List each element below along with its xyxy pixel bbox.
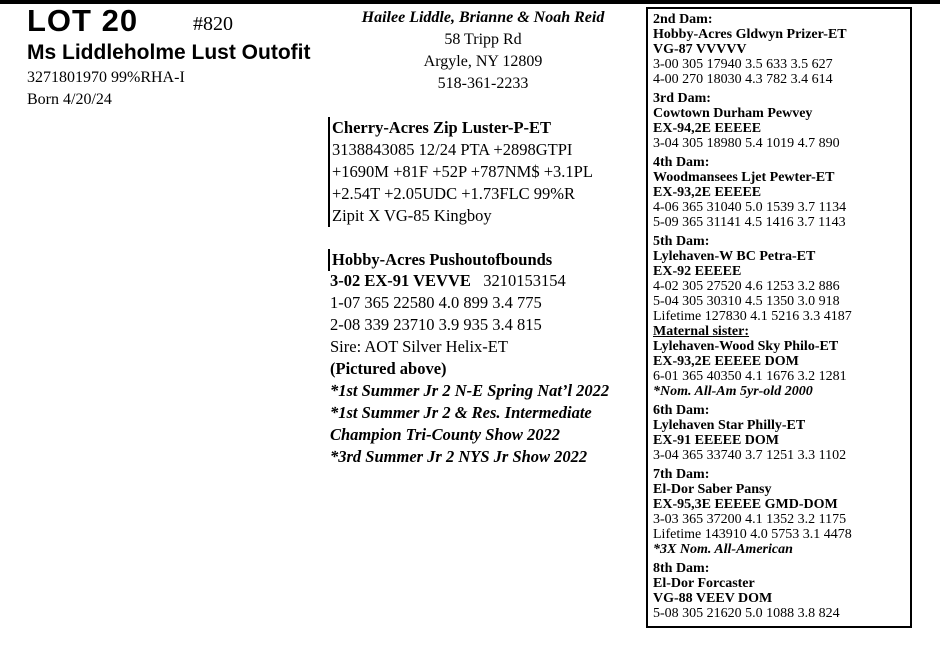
top-rule (0, 0, 940, 4)
ancestor-record: 3-00 305 17940 3.5 633 3.5 627 (653, 57, 833, 72)
ancestor-name: Lylehaven Star Philly-ET (653, 418, 806, 433)
generation-label: 8th Dam: (653, 561, 710, 576)
maternal-sister-name: Lylehaven-Wood Sky Philo-ET (653, 339, 839, 354)
pictured-note: (Pictured above) (330, 359, 447, 378)
generation-label: 6th Dam: (653, 403, 710, 418)
pedigree-entry (653, 467, 910, 557)
ancestor-record: 3-04 365 33740 3.7 1251 3.3 1102 (653, 448, 847, 463)
ancestor-record: 5-09 365 31141 4.5 1416 3.7 1143 (653, 215, 846, 230)
registration-line: 3271801970 99%RHA-I (27, 69, 185, 86)
award: *3rd Summer Jr 2 NYS Jr Show 2022 (330, 447, 588, 466)
pedigree-entry (653, 155, 910, 230)
ancestor-name: Lylehaven-W BC Petra-ET (653, 249, 816, 264)
ancestor-name: El-Dor Forcaster (653, 576, 755, 591)
pedigree-entry (653, 91, 910, 151)
ancestor-record: 4-02 305 27520 4.6 1253 3.2 886 (653, 279, 840, 294)
ancestor-name: Cowtown Durham Pewvey (653, 106, 813, 121)
sire-line: +1690M +81F +52P +787NM$ +3.1PL (332, 162, 593, 181)
ancestor-record: 4-00 270 18030 4.3 782 3.4 614 (653, 72, 833, 87)
lot-number: #820 (193, 13, 233, 35)
ancestor-record: Lifetime 127830 4.1 5216 3.3 4187 (653, 309, 852, 324)
dam-record: 1-07 365 22580 4.0 899 3.4 775 (330, 293, 542, 312)
owner-city: Argyle, NY 12809 (423, 53, 543, 70)
generation-label: 7th Dam: (653, 467, 710, 482)
ancestor-score: VG-87 VVVVV (653, 42, 747, 57)
ancestor-score: EX-95,3E EEEEE GMD-DOM (653, 497, 838, 512)
owner-block (338, 7, 628, 95)
award: Champion Tri-County Show 2022 (330, 425, 560, 444)
ancestor-name: Woodmansees Ljet Pewter-ET (653, 170, 835, 185)
ancestor-record: 5-08 305 21620 5.0 1088 3.8 824 (653, 606, 840, 621)
maternal-sister-record: 6-01 365 40350 4.1 1676 3.2 1281 (653, 369, 847, 384)
dam-classification: 3-02 EX-91 VEVVE (330, 271, 471, 290)
pedigree-entry (653, 561, 910, 621)
ancestor-score: VG-88 VEEV DOM (653, 591, 773, 606)
sire-line: +2.54T +2.05UDC +1.73FLC 99%R (332, 184, 576, 203)
award: *1st Summer Jr 2 N-E Spring Nat’l 2022 (330, 381, 610, 400)
dam-records-block (330, 270, 609, 468)
ancestor-note: *3X Nom. All-American (653, 542, 793, 557)
dam-name: Hobby-Acres Pushoutofbounds (332, 250, 553, 269)
generation-label: 2nd Dam: (653, 12, 713, 27)
ancestor-record: 4-06 365 31040 5.0 1539 3.7 1134 (653, 200, 847, 215)
ancestor-score: EX-93,2E EEEEE (653, 185, 762, 200)
dam-registration: 3210153154 (483, 271, 566, 290)
sire-line: Zipit X VG-85 Kingboy (332, 206, 492, 225)
ancestor-record: 3-04 305 18980 5.4 1019 4.7 890 (653, 136, 840, 151)
pedigree-entry (653, 12, 910, 87)
ancestor-score: EX-94,2E EEEEE (653, 121, 762, 136)
ancestor-score: EX-92 EEEEE (653, 264, 742, 279)
animal-name: Ms Liddleholme Lust Outofit (27, 41, 311, 64)
maternal-sister-label: Maternal sister: (653, 324, 750, 339)
pedigree-entry (653, 234, 910, 399)
maternal-sister-note: *Nom. All-Am 5yr-old 2000 (653, 384, 813, 399)
ancestor-name: El-Dor Saber Pansy (653, 482, 772, 497)
dam-classification-row (330, 270, 609, 292)
generation-label: 4th Dam: (653, 155, 710, 170)
ancestor-score: EX-91 EEEEE DOM (653, 433, 780, 448)
owner-phone: 518-361-2233 (437, 75, 529, 92)
birth-date: Born 4/20/24 (27, 91, 112, 108)
sire-line: 3138843085 12/24 PTA +2898GTPI (332, 140, 573, 159)
pedigree-entry (653, 403, 910, 463)
generation-label: 5th Dam: (653, 234, 710, 249)
sire-block (328, 117, 593, 227)
ancestor-name: Hobby-Acres Gldwyn Prizer-ET (653, 27, 847, 42)
sire-name: Cherry-Acres Zip Luster-P-ET (332, 118, 552, 137)
maternal-sister-score: EX-93,2E EEEEE DOM (653, 354, 799, 369)
dam-name-block (328, 249, 552, 271)
generation-label: 3rd Dam: (653, 91, 711, 106)
dam-sire: Sire: AOT Silver Helix-ET (330, 337, 508, 356)
ancestor-record: 3-03 365 37200 4.1 1352 3.2 1175 (653, 512, 847, 527)
owner-names: Hailee Liddle, Brianne & Noah Reid (361, 9, 605, 26)
owner-street: 58 Tripp Rd (444, 31, 522, 48)
pedigree-box (646, 7, 912, 628)
award: *1st Summer Jr 2 & Res. Intermediate (330, 403, 592, 422)
dam-record: 2-08 339 23710 3.9 935 3.4 815 (330, 315, 542, 334)
ancestor-record: 5-04 305 30310 4.5 1350 3.0 918 (653, 294, 840, 309)
lot-title: LOT 20 (27, 3, 139, 38)
ancestor-record: Lifetime 143910 4.0 5753 3.1 4478 (653, 527, 852, 542)
